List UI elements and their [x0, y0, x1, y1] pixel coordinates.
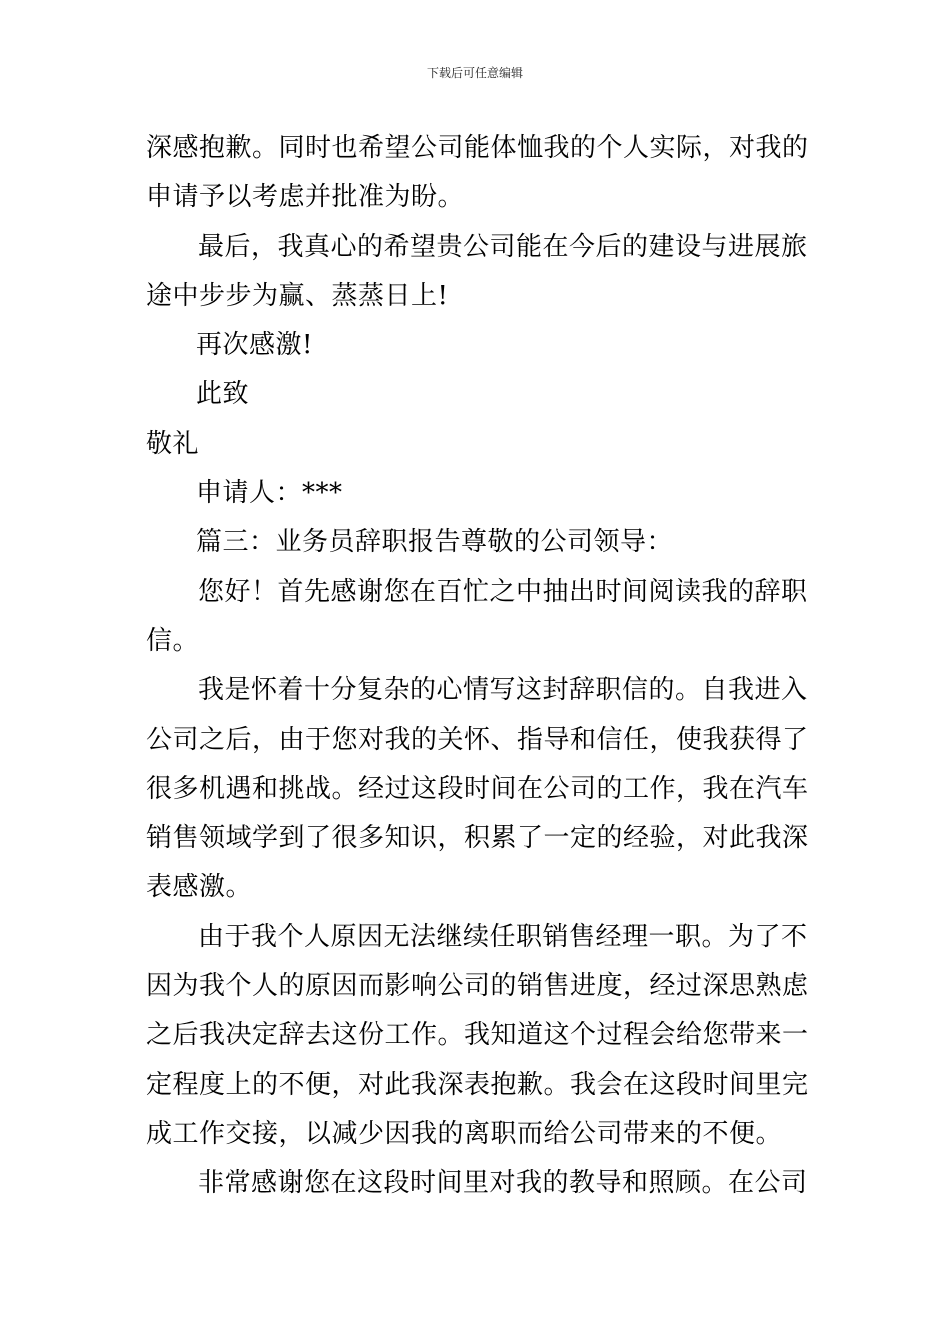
text-line: 因为我个人的原因而影响公司的销售进度，经过深思熟虑	[146, 971, 809, 1002]
text-line: 由于我个人原因无法继续任职销售经理一职。为了不	[198, 921, 808, 952]
text-line: 您好！首先感谢您在百忙之中抽出时间阅读我的辞职	[198, 576, 808, 607]
text-line: 很多机遇和挑战。经过这段时间在公司的工作，我在汽车	[146, 773, 809, 804]
text-line: 成工作交接，以减少因我的离职而给公司带来的不便。	[146, 1118, 783, 1149]
text-line: 定程度上的不便，对此我深表抱歉。我会在这段时间里完	[146, 1069, 809, 1100]
text-line: 途中步步为赢、蒸蒸日上!	[146, 280, 449, 311]
text-line: 非常感谢您在这段时间里对我的教导和照顾。在公司	[198, 1168, 808, 1199]
text-line: 再次感激!	[196, 330, 313, 361]
document-body	[146, 124, 810, 1209]
text-line: 我是怀着十分复杂的心情写这封辞职信的。自我进入	[198, 675, 808, 706]
text-line: 最后，我真心的希望贵公司能在今后的建设与进展旅	[198, 231, 808, 262]
text-line: 信。	[146, 625, 200, 656]
page-header-note: 下载后可任意编辑	[426, 66, 523, 80]
text-line: 表感激。	[146, 872, 253, 903]
text-line: 敬礼	[146, 428, 200, 459]
text-line: 公司之后，由于您对我的关怀、指导和信任，使我获得了	[146, 724, 809, 755]
text-line: 申请予以考虑并批准为盼。	[146, 182, 465, 213]
text-line: 申请人：***	[196, 478, 343, 509]
text-line: 销售领域学到了很多知识，积累了一定的经验，对此我深	[146, 823, 809, 854]
text-line: 深感抱歉。同时也希望公司能体恤我的个人实际，对我的	[146, 133, 809, 163]
text-line: 之后我决定辞去这份工作。我知道这个过程会给您带来一	[146, 1020, 809, 1051]
section-heading: 篇三：业务员辞职报告尊敬的公司领导：	[196, 527, 674, 558]
text-line: 此致	[196, 379, 250, 410]
